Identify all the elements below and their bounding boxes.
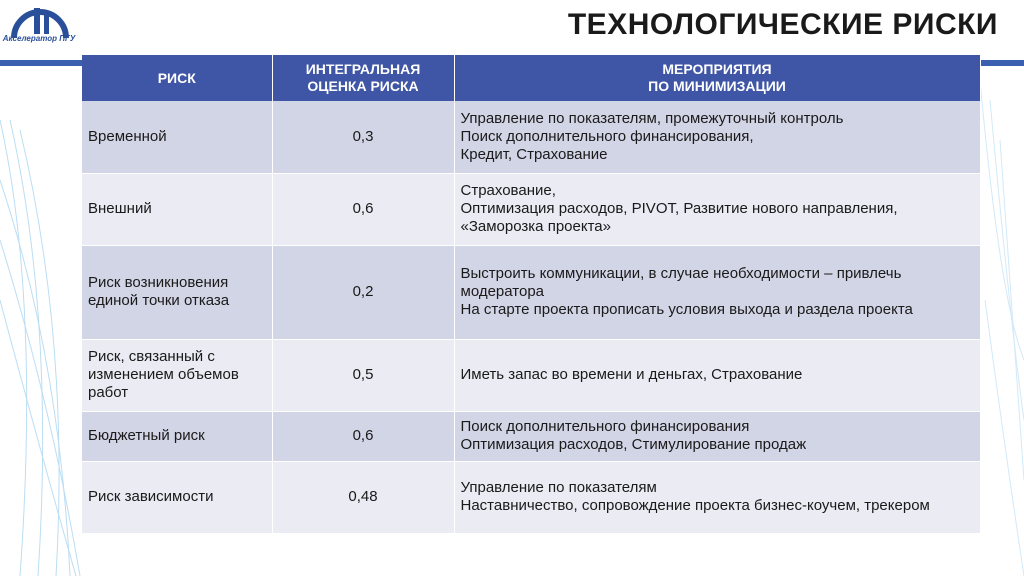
table-row (82, 101, 980, 173)
table-row (82, 245, 980, 339)
risk-score: 0,6 (272, 411, 454, 461)
risk-name: Риск, связанный с изменением объемов работ (82, 339, 272, 411)
table-row (82, 461, 980, 533)
risk-name: Бюджетный риск (82, 411, 272, 461)
risk-score: 0,48 (272, 461, 454, 533)
header-measures: МЕРОПРИЯТИЯ ПО МИНИМИЗАЦИИ (454, 55, 980, 101)
risk-measures: Поиск дополнительного финансирования Оптимизация расходов, Стимулирование продаж (454, 411, 980, 461)
risk-score: 0,3 (272, 101, 454, 173)
page-title: ТЕХНОЛОГИЧЕСКИЕ РИСКИ (567, 8, 998, 41)
risk-score: 0,6 (272, 173, 454, 245)
risk-name: Риск зависимости (82, 461, 272, 533)
risk-measures: Управление по показателям Наставничество, сопровождение проекта бизнес-коучем, трекером (454, 461, 980, 533)
header-risk: РИСК (82, 55, 272, 101)
risk-measures: Страхование, Оптимизация расходов, PIVOT, Развитие нового направления, «Заморозка проекта» (454, 173, 980, 245)
table-row (82, 339, 980, 411)
risk-score: 0,5 (272, 339, 454, 411)
risk-name: Внешний (82, 173, 272, 245)
risk-measures: Иметь запас во времени и деньгах, Страхование (454, 339, 980, 411)
risk-name: Временной (82, 101, 272, 173)
table-row (82, 411, 980, 461)
table-row (82, 173, 980, 245)
table-header-row (82, 55, 980, 101)
header-accent-bar-left (0, 60, 82, 66)
risk-table (82, 55, 981, 534)
risk-name: Риск возникновения единой точки отказа (82, 245, 272, 339)
risk-score: 0,2 (272, 245, 454, 339)
header-accent-bar-right (980, 60, 1024, 66)
logo-text: Акселератор ПГУ (2, 34, 76, 43)
risk-measures: Выстроить коммуникации, в случае необходимости – привлечь модератора На старте проекта прописать условия выхода и раздела проекта (454, 245, 980, 339)
risk-measures: Управление по показателям, промежуточный контроль Поиск дополнительного финансирования, Кредит, Страхование (454, 101, 980, 173)
header-score: ИНТЕГРАЛЬНАЯ ОЦЕНКА РИСКА (272, 55, 454, 101)
